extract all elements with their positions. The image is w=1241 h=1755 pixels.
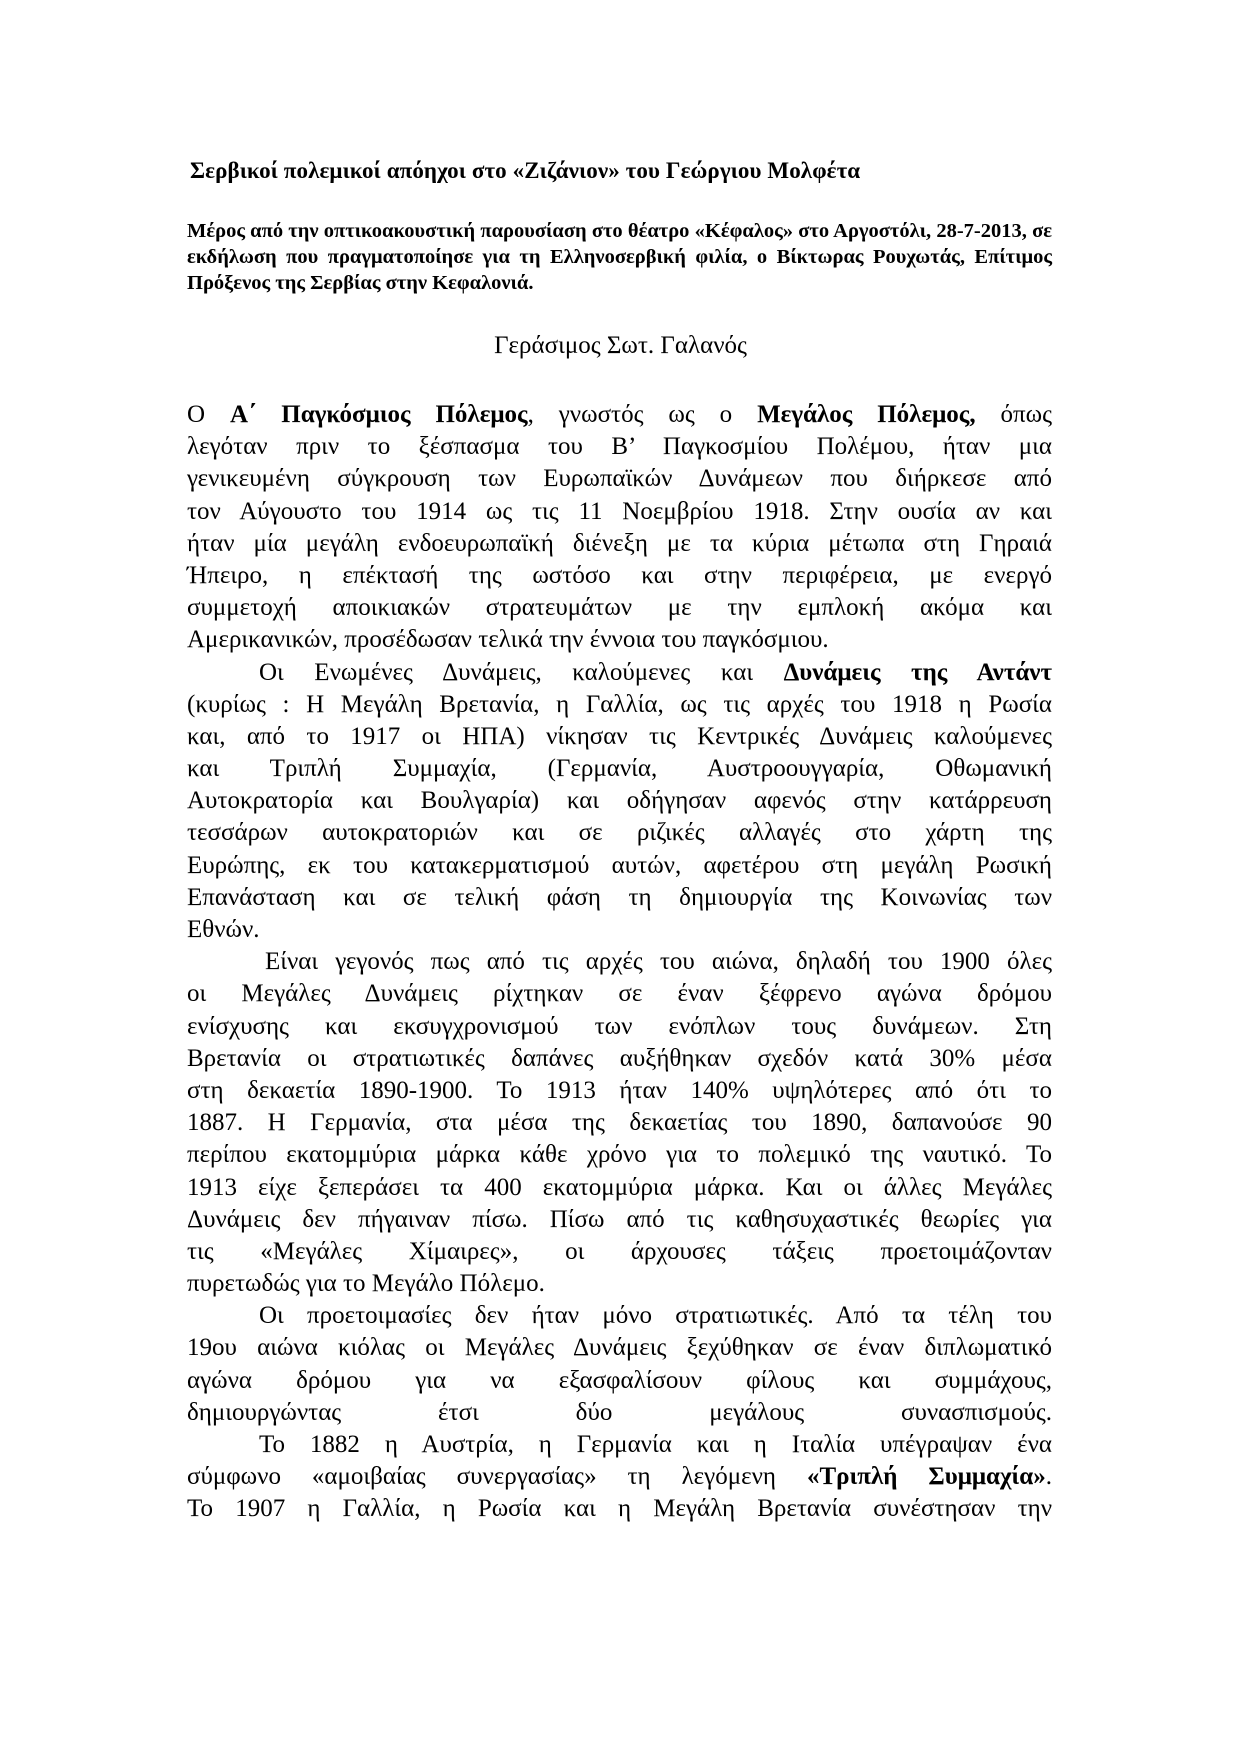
text-line: λεγόταν πριν το ξέσπασμα του Β’ Παγκοσμίου Πολέμου, ήταν μια <box>187 433 1052 461</box>
text-line: Αυτοκρατορία και Βουλγαρία) και οδήγησαν αφενός στην κατάρρευση <box>187 787 1052 815</box>
text-line: Αμερικανικών, προσέδωσαν τελικά την έννοια του παγκόσμιου. <box>187 626 829 654</box>
bold-term: Δυνάμεις της Αντάντ <box>783 658 1052 686</box>
author-name: Γεράσιμος Σωτ. Γαλανός <box>494 332 747 359</box>
text-line: τεσσάρων αυτοκρατοριών και σε ριζικές αλλαγές στο χάρτη της <box>187 819 1052 847</box>
text-line: τον Αύγουστο του 1914 ως τις 11 Νοεμβρίου 1918. Στην ουσία αν και <box>187 497 1052 525</box>
text-line: τις «Μεγάλες Χίμαιρες», οι άρχουσες τάξεις προετοιμάζονταν <box>187 1237 1052 1265</box>
text-line: Είναι γεγονός πως από τις αρχές του αιώνα, δηλαδή του 1900 όλες <box>265 948 1052 976</box>
text-line: γενικευμένη σύγκρουση των Ευρωπαϊκών Δυνάμεων που διήρκεσε από <box>187 465 1052 493</box>
text-line: και Τριπλή Συμμαχία, (Γερμανία, Αυστροουγγαρία, Οθωμανική <box>187 755 1052 783</box>
text-line: και, από το 1917 οι ΗΠΑ) νίκησαν τις Κεντρικές Δυνάμεις καλούμενες <box>187 722 1052 750</box>
text-line: Βρετανία οι στρατιωτικές δαπάνες αυξήθηκαν σχεδόν κατά 30% μέσα <box>187 1044 1052 1072</box>
text-line: Το 1907 η Γαλλία, η Ρωσία και η Μεγάλη Βρετανία συνέστησαν την <box>187 1495 1052 1523</box>
text-line: Δυνάμεις δεν πήγαιναν πίσω. Πίσω από τις καθησυχαστικές θεωρίες για <box>187 1205 1052 1233</box>
text-line: Το 1882 η Αυστρία, η Γερμανία και η Ιταλία υπέγραψαν ένα <box>259 1431 1052 1458</box>
text-line: ενίσχυσης και εκσυγχρονισμού των ενόπλων τους δυνάμεων. Στη <box>187 1012 1052 1040</box>
text-line: αγώνα δρόμου για να εξασφαλίσουν φίλους και συμμάχους, <box>187 1366 1052 1394</box>
text-line: δημιουργώντας έτσι δύο μεγάλους συνασπισμούς. <box>187 1398 1052 1426</box>
text-line: 1913 είχε ξεπεράσει τα 400 εκατομμύρια μάρκα. Και οι άλλες Μεγάλες <box>187 1173 1052 1201</box>
text-line: 1887. Η Γερμανία, στα μέσα της δεκαετίας του 1890, δαπανούσε 90 <box>187 1109 1052 1137</box>
text-line: Εθνών. <box>187 916 260 943</box>
text-line: Ήπειρο, η επέκτασή της ωστόσο και στην περιφέρεια, με ενεργό <box>187 561 1052 589</box>
bold-term: «Τριπλή Συμμαχία» <box>806 1463 1046 1491</box>
document-subtitle: Μέρος από την οπτικοακουστική παρουσίαση στο θέατρο «Κέφαλος» στο Αργοστόλι, 28-7-2013, σε εκδήλωση που πραγματοποίησε για τη Ελληνοσερβική φιλία, ο Βίκτωρας Ρουχωτάς, Επίτιμος Πρόξενος της Σερβίας στην Κεφαλονιά. <box>187 220 1052 294</box>
text-line: Επανάσταση και σε τελική φάση τη δημιουργία της Κοινωνίας των <box>187 883 1052 911</box>
text-line: (κυρίως : Η Μεγάλη Βρετανία, η Γαλλία, ως τις αρχές του 1918 η Ρωσία <box>187 690 1052 718</box>
text-line: σύμφωνο «αμοιβαίας συνεργασίας» τη λεγόμενη «Τριπλή Συμμαχία». <box>187 1463 1052 1491</box>
text-line: Οι Ενωμένες Δυνάμεις, καλούμενες και Δυνάμεις της Αντάντ <box>259 658 1052 686</box>
text-line: οι Μεγάλες Δυνάμεις ρίχτηκαν σε έναν ξέφρενο αγώνα δρόμου <box>187 980 1052 1008</box>
text-line: Ο Α΄ Παγκόσμιος Πόλεμος, γνωστός ως ο Μεγάλος Πόλεμος, όπως <box>187 401 1052 428</box>
text-line: στη δεκαετία 1890-1900. Το 1913 ήταν 140% υψηλότερες από ότι το <box>187 1076 1052 1104</box>
text-line: συμμετοχή αποικιακών στρατευμάτων με την εμπλοκή ακόμα και <box>187 594 1052 622</box>
bold-term: Μεγάλος Πόλεμος, <box>757 401 976 428</box>
text-line: ήταν μία μεγάλη ενδοευρωπαϊκή διένεξη με τα κύρια μέτωπα στη Γηραιά <box>187 529 1052 557</box>
bold-term: Α΄ Παγκόσμιος Πόλεμος <box>229 401 528 428</box>
text-line: 19ου αιώνα κιόλας οι Μεγάλες Δυνάμεις ξεχύθηκαν σε έναν διπλωματικό <box>187 1334 1052 1362</box>
text-line: πυρετωδώς για το Μεγάλο Πόλεμο. <box>187 1270 545 1298</box>
body-text <box>187 399 1052 1526</box>
document-title: Σερβικοί πολεμικοί απόηχοι στο «Ζιζάνιον» του Γεώργιου Μολφέτα <box>190 158 861 183</box>
text-line: Ευρώπης, εκ του κατακερματισμού αυτών, αφετέρου στη μεγάλη Ρωσική <box>187 851 1052 879</box>
text-line: Οι προετοιμασίες δεν ήταν μόνο στρατιωτικές. Από τα τέλη του <box>259 1302 1052 1330</box>
text-line: περίπου εκατομμύρια μάρκα κάθε χρόνο για το πολεμικό της ναυτικό. Το <box>187 1141 1052 1169</box>
